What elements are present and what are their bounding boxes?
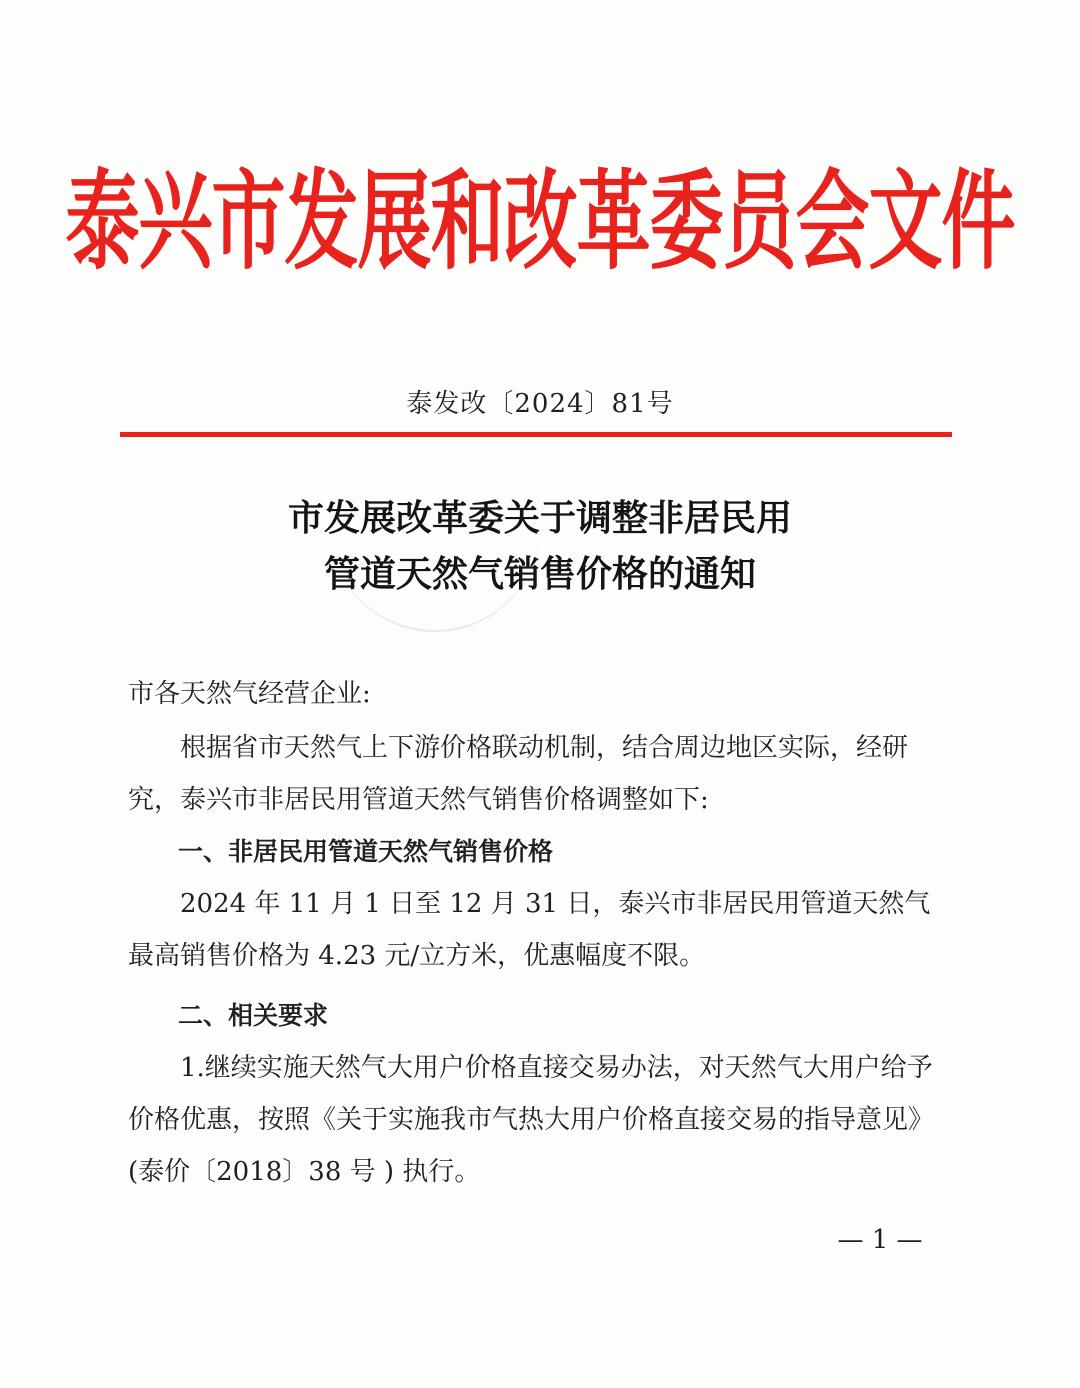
intro-paragraph: 根据省市天然气上下游价格联动机制，结合周边地区实际，经研究，泰兴市非居民用管道天然气销售价格调整如下:: [128, 733, 909, 815]
section-2-heading: 二、相关要求: [178, 1001, 329, 1030]
page-number: — 1 —: [837, 1225, 923, 1255]
document-body: [128, 668, 952, 1198]
section-1-paragraph: 2024 年 11 月 1 日至 12 月 31 日，泰兴市非居民用管道天然气最高销售价格为 4.23 元/立方米，优惠幅度不限。: [128, 889, 931, 971]
document-title: [0, 490, 1080, 602]
document-title-line-2: 管道天然气销售价格的通知: [323, 553, 756, 595]
red-separator-line: [120, 432, 952, 437]
masthead-title: 泰兴市发展和改革委员会文件: [65, 159, 1015, 285]
document-number: 泰发改〔2024〕81号: [406, 389, 674, 419]
document-title-line-1: 市发展改革委关于调整非居民用: [287, 497, 792, 539]
section-2-item-1: 1.继续实施天然气大用户价格直接交易办法，对天然气大用户给予价格优惠，按照《关于实施我市气热大用户价格直接交易的指导意见》(泰价〔2018〕38 号 ) 执行。: [128, 1053, 935, 1187]
salutation: 市各天然气经营企业:: [128, 679, 371, 709]
section-1-heading: 一、非居民用管道天然气销售价格: [178, 837, 554, 866]
